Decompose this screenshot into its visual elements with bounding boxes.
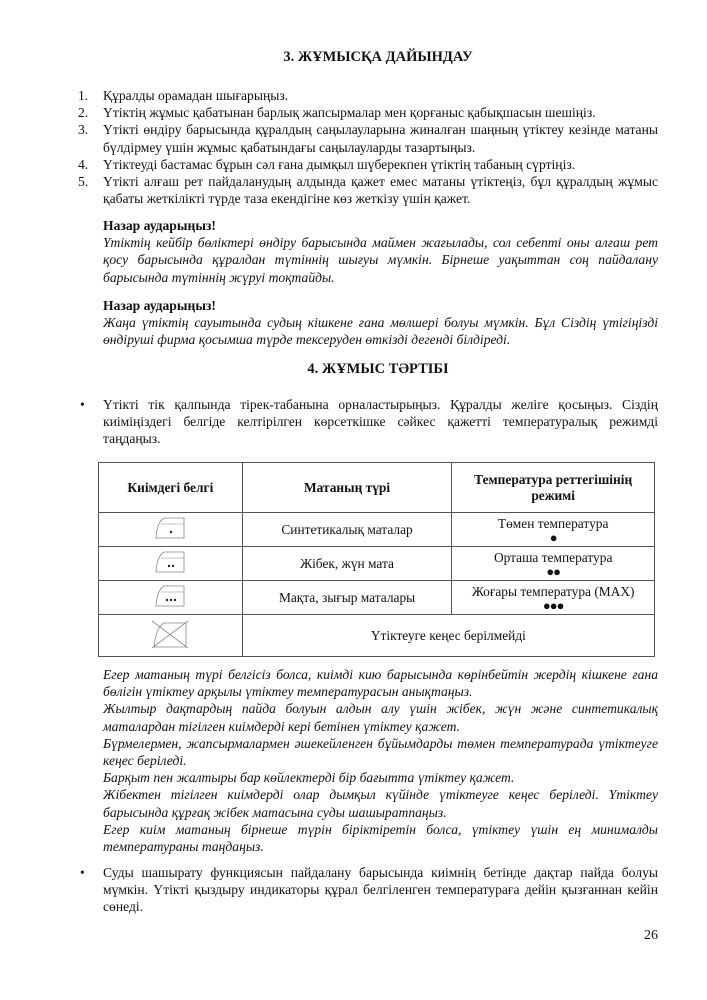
tip: Барқыт пен жалтыры бар көйлектерді бір бағытта үтіктеу қажет. [103,770,515,786]
table-row [99,581,655,615]
iron-three-dots-icon [152,584,188,608]
section-3-title: 3. ЖҰМЫСҚА ДАЙЫНДАУ [283,49,473,65]
item-number: 2. [78,105,89,121]
table-row [99,547,655,581]
no-ironing-text: Үтіктеуге кеңес берілмейді [242,615,654,657]
bullet-item [78,396,658,448]
table-row [99,615,655,657]
ironing-temperature-table [98,462,655,657]
mode-label: Жоғары температура (MAX) [471,583,635,599]
iron-one-dot-icon [152,516,188,540]
list-item [78,121,658,155]
table-row [99,513,655,547]
section-4-title: 4. ЖҰМЫС ТӘРТІБІ [307,361,449,377]
note-heading: Назар аударыңыз! [103,218,216,233]
bullet-item [78,864,658,916]
list-item [78,87,658,104]
column-header: Матаның түрі [242,463,452,513]
item-number: 1. [78,88,89,103]
tip: Бүрмелермен, жапсырмалармен әшекейленген бұйымдарды төмен температурада үтіктеуге кеңес беріледі. [103,735,658,769]
bullet-text: Суды шашырату функциясын пайдалану барысында киімнің бетінде дақтар пайда болуы мүмкін. Үтікті қыздыру индикаторы құрал белгіленген температураға дейін қызғаннан кейін сөнеді. [103,865,658,915]
note-text: Үтіктің кейбір бөліктері өндіру барысында маймен жағылады, сол себепті оны алғаш рет қосу барысында құралдан түтіннің шығуы мүмкін. Бірнеше уақыттан соң пайдалану барысында түтіннің жүруі тоқтайды. [103,235,658,285]
page-number: 26 [644,928,658,943]
list-item [78,156,658,173]
item-text: Үтіктің жұмыс қабатынан барлық жапсырмалар мен қорғаныс қабықшасын шешіңіз. [103,105,596,121]
item-number: 5. [78,174,89,190]
bullet-icon: • [80,865,85,880]
mode-dots: ●● [546,563,561,579]
note-text: Жаңа үтіктің сауытында судың кішкене ғана мөлшері болуы мүмкін. Бұл Сіздің үтігіңізді өндіруші фирма қосымша түрде тексеруден өткізді дегенді білдіреді. [103,315,658,348]
ironing-tips [103,666,658,855]
temperature-mode [452,547,655,581]
bullet-text: Үтікті тік қалпында тірек-табанына орналастырыңыз. Құралды желіге қосыңыз. Сіздің киіміңіздегі белгіде келтірілген көрсеткішке сәйкес қажетті температуралық режимді таңдаңыз. [103,397,658,447]
iron-crossed-icon [150,619,190,649]
item-text: Үтікті өндіру барысында құралдың саңылауларына жиналған шаңның үтіктеу кезінде матаны бүлдірмеу үшін жұмыс қабатындағы саңылауларды тазартыңыз. [103,122,658,155]
mode-label: Төмен температура [497,515,609,531]
column-header: Киімдегі белгі [99,463,243,513]
fabric-type: Мақта, зығыр маталары [242,581,452,615]
list-item [78,173,658,207]
list-item [78,104,658,121]
item-text: Үтіктеуді бастамас бұрын сәл ғана дымқыл шүберекпен үтіктің табаның сүртіңіз. [103,156,576,172]
preparation-steps [78,87,658,207]
item-number: 3. [78,122,89,138]
item-number: 4. [78,156,89,172]
mode-dots: ● [549,529,557,545]
attention-note-1 [103,217,658,286]
mode-label: Орташа температура [493,549,613,565]
tip: Егер киім матаның бірнеше түрін біріктіретін болса, үтіктеу үшін ең минималды температураны таңдаңыз. [103,821,658,855]
note-heading: Назар аударыңыз! [103,298,216,313]
iron-two-dots-icon [152,550,188,574]
tip: Жылтыр дақтардың пайда болуын алдын алу үшін жібек, жүн және синтетикалық маталардан тігілген киімдерді кері бетінен үтіктеу қажет. [103,701,658,734]
temperature-mode [452,513,655,547]
item-text: Құралды орамадан шығарыңыз. [103,88,289,103]
table-header-row [99,463,655,513]
fabric-type: Жібек, жүн мата [242,547,452,581]
temperature-mode [452,581,655,615]
tip: Жібектен тігілген киімдерді олар дымқыл күйінде үтіктеуге кеңес беріледі. Үтіктеу барысында құрғақ жібек матасына суды шашыратпаңыз. [103,787,658,820]
column-header: Температура реттегішінің режимі [452,463,655,513]
item-text: Үтікті алғаш рет пайдаланудың алдында қажет емес матаны үтіктеңіз, бұл құралдың жұмыс қабаты жеткілікті түрде таза екендігіне көз жеткізу үшін қажет. [103,174,658,207]
attention-note-2 [103,297,658,349]
fabric-type: Синтетикалық маталар [242,513,452,547]
bullet-icon: • [80,397,85,412]
tip: Егер матаның түрі белгісіз болса, киімді кию барысында көрінбейтін жердің кішкене ғана бөлігін үтіктеу арқылы үтіктеу температурасын анықтаңыз. [103,667,658,700]
mode-dots: ●●● [542,597,564,613]
